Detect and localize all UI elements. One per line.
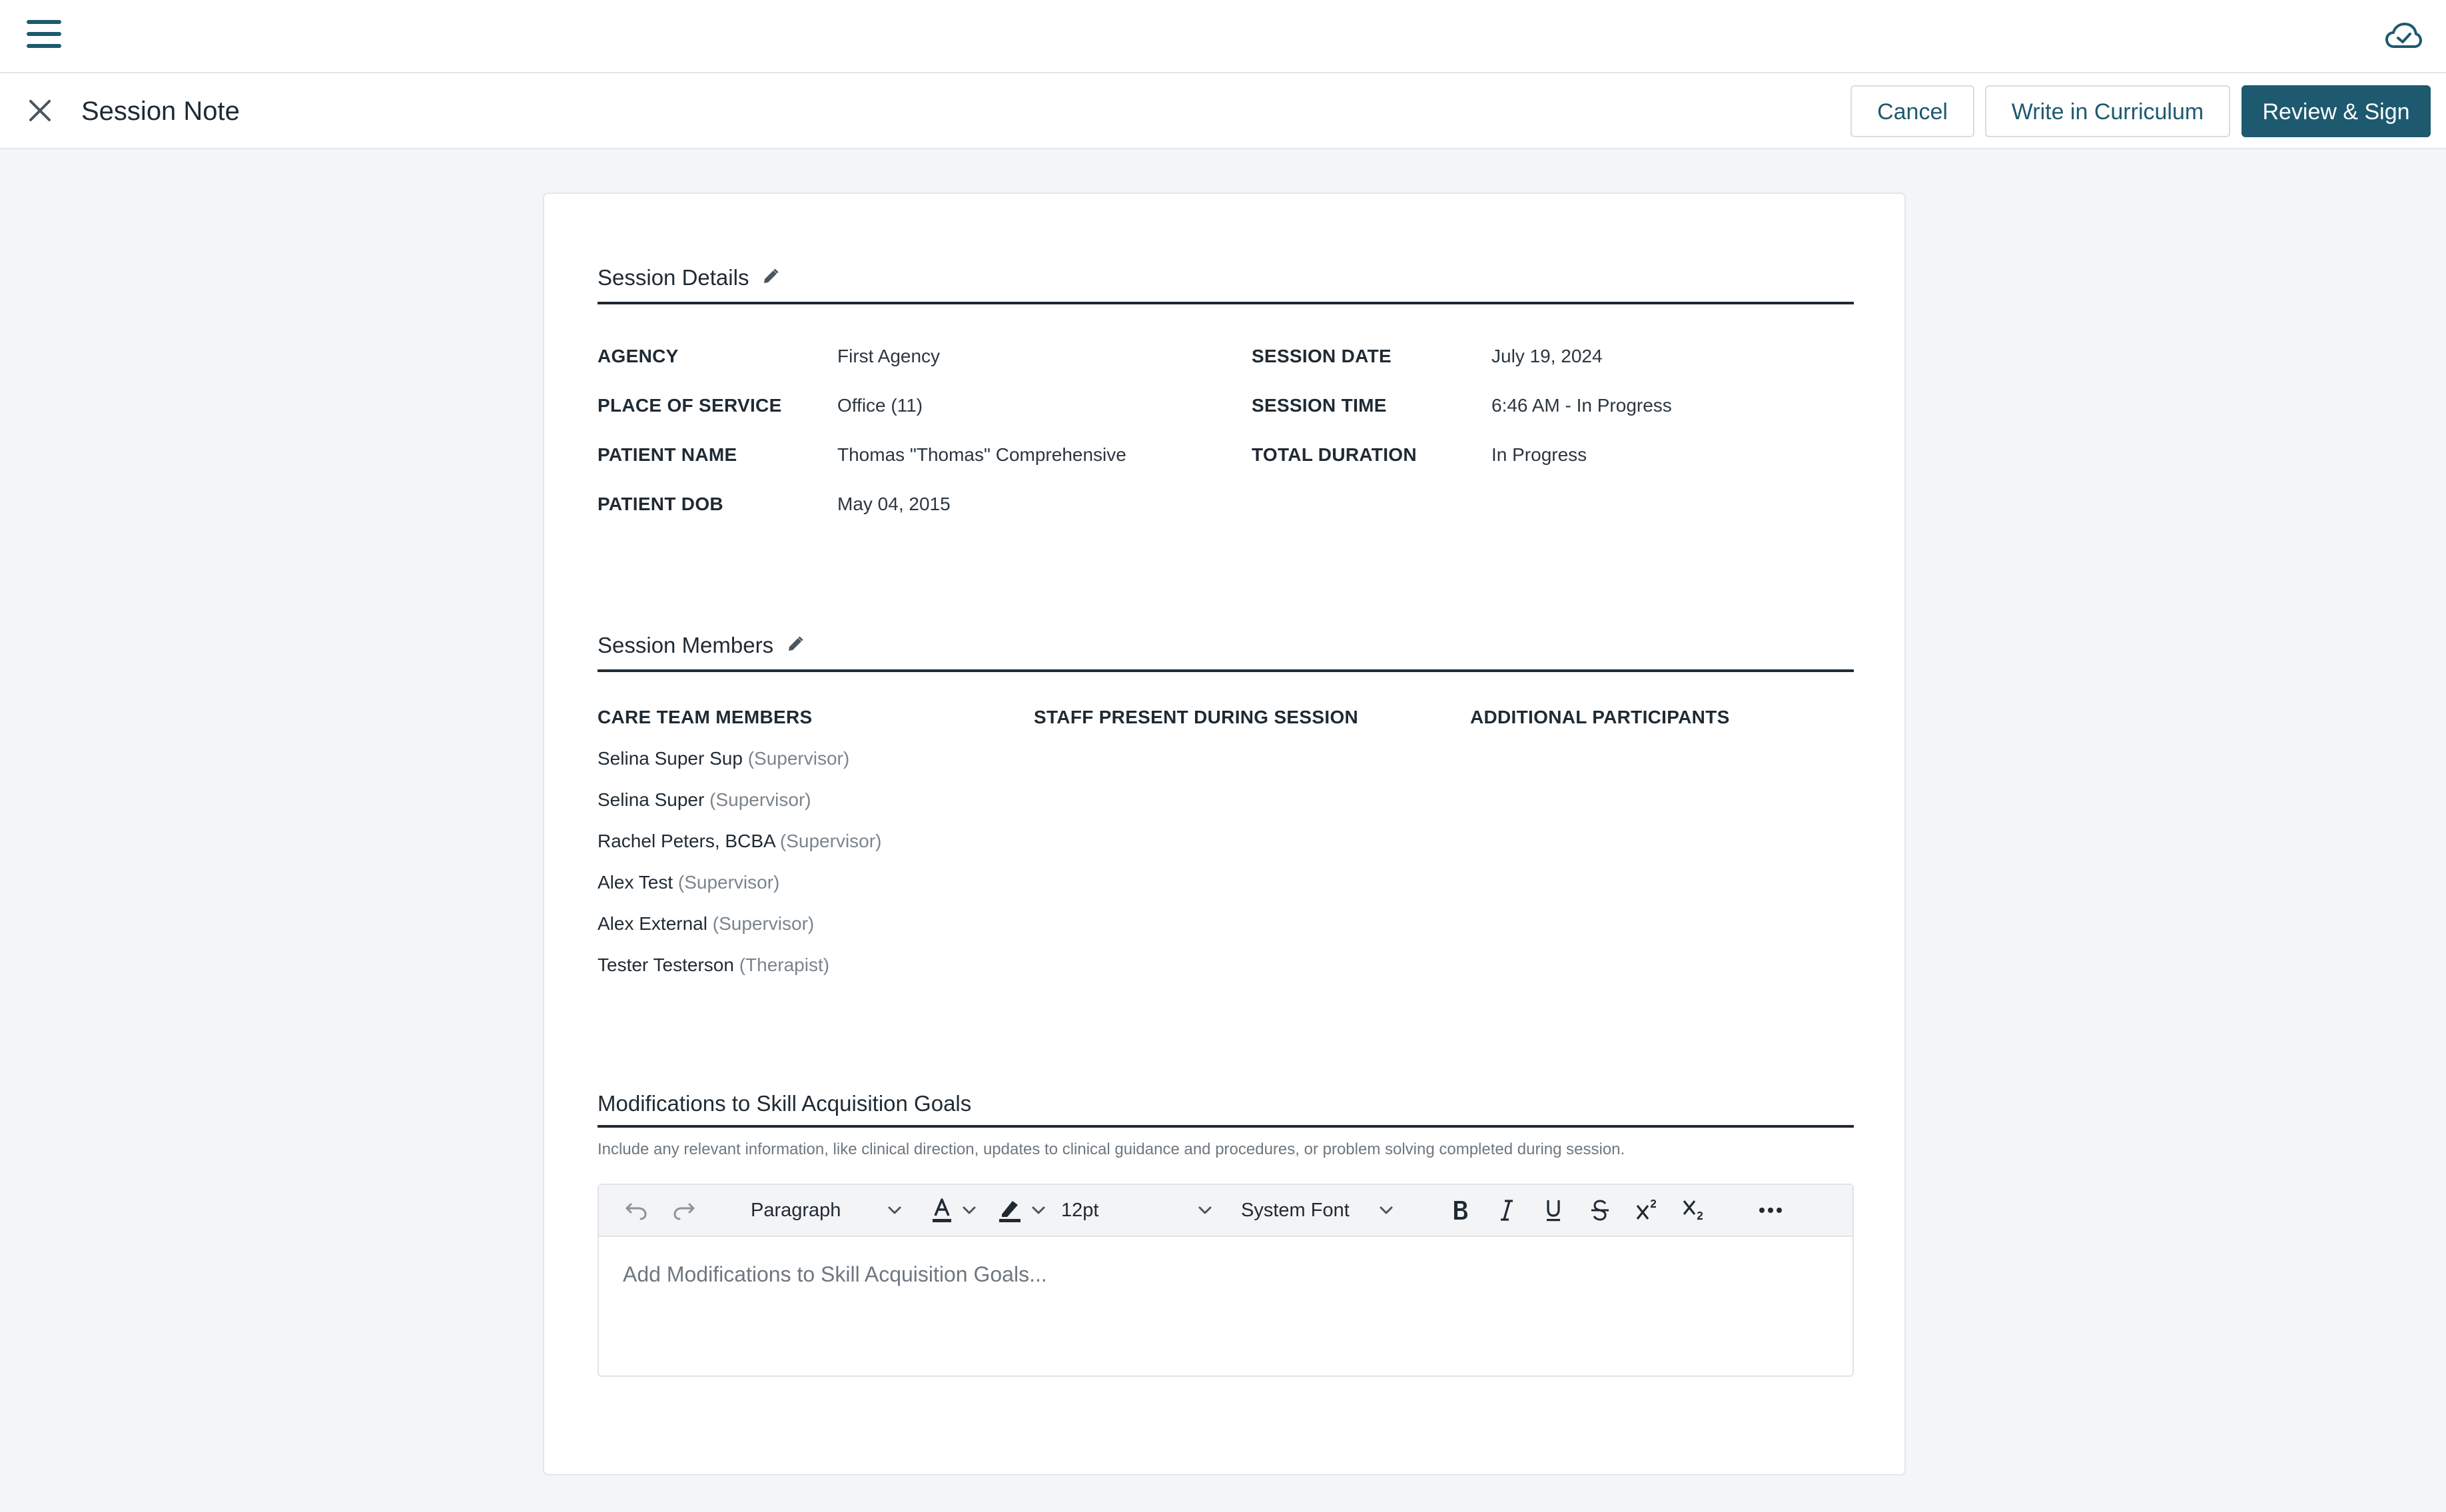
section-divider	[598, 1125, 1854, 1128]
chevron-down-icon[interactable]	[961, 1204, 977, 1217]
font-family-select[interactable]: System Font	[1241, 1199, 1350, 1221]
session-details-title: Session Details	[598, 265, 749, 290]
subscript-icon[interactable]	[1677, 1185, 1713, 1236]
total-duration-value: In Progress	[1491, 444, 1587, 465]
pencil-icon[interactable]	[787, 635, 804, 653]
cloud-sync-icon[interactable]	[2385, 21, 2422, 51]
section-divider	[598, 669, 1854, 672]
agency-value: First Agency	[837, 346, 941, 366]
highlight-color-icon[interactable]	[992, 1185, 1028, 1236]
pencil-icon[interactable]	[762, 268, 779, 285]
chevron-down-icon[interactable]	[1378, 1204, 1394, 1217]
member-name: Alex External	[598, 913, 707, 934]
chevron-down-icon[interactable]	[887, 1204, 903, 1217]
staff-present-header: STAFF PRESENT DURING SESSION	[1034, 707, 1359, 727]
rich-text-editor[interactable]	[598, 1184, 1854, 1377]
editor-placeholder[interactable]: Add Modifications to Skill Acquisition Goals...	[623, 1262, 1047, 1286]
patient-name-label: PATIENT NAME	[598, 444, 737, 465]
member-role: (Supervisor)	[709, 789, 811, 810]
list-item	[598, 745, 849, 772]
modifications-heading: Modifications to Skill Acquisition Goals	[598, 1091, 972, 1116]
list-item	[598, 828, 881, 855]
total-duration-label: TOTAL DURATION	[1252, 444, 1417, 465]
section-divider	[598, 302, 1854, 304]
session-time-label: SESSION TIME	[1252, 395, 1387, 416]
member-name: Rachel Peters, BCBA	[598, 831, 775, 851]
session-note-card	[543, 192, 1906, 1475]
patient-dob-label: PATIENT DOB	[598, 494, 723, 514]
chevron-down-icon[interactable]	[1030, 1204, 1046, 1217]
review-sign-button[interactable]: Review & Sign	[2242, 85, 2431, 137]
session-time-value: 6:46 AM - In Progress	[1491, 395, 1672, 416]
cancel-button[interactable]: Cancel	[1850, 85, 1974, 137]
place-of-service-value: Office (11)	[837, 395, 923, 416]
list-item	[598, 952, 829, 978]
font-size-select[interactable]: 12pt	[1061, 1199, 1099, 1221]
place-of-service-label: PLACE OF SERVICE	[598, 395, 782, 416]
session-members-heading	[598, 631, 804, 660]
page-title: Session Note	[81, 97, 240, 126]
page-header	[0, 73, 2446, 149]
patient-name-value: Thomas "Thomas" Comprehensive	[837, 444, 1126, 465]
session-details-heading	[598, 263, 779, 292]
member-role: (Supervisor)	[779, 831, 882, 851]
additional-participants-header: ADDITIONAL PARTICIPANTS	[1470, 707, 1730, 727]
hamburger-menu-icon[interactable]	[27, 20, 61, 52]
member-role: (Supervisor)	[677, 872, 780, 893]
agency-label: AGENCY	[598, 346, 679, 366]
member-role: (Therapist)	[739, 954, 830, 975]
close-icon[interactable]	[27, 97, 53, 124]
modifications-hint: Include any relevant information, like clinical direction, updates to clinical guidance and procedures, or problem solving completed during session.	[598, 1140, 1625, 1158]
care-team-members-header: CARE TEAM MEMBERS	[598, 707, 813, 727]
editor-toolbar	[599, 1185, 1852, 1237]
member-role: (Supervisor)	[747, 748, 850, 769]
list-item	[598, 911, 814, 937]
list-item	[598, 787, 811, 813]
session-date-value: July 19, 2024	[1491, 346, 1603, 366]
strikethrough-icon[interactable]	[1583, 1185, 1617, 1236]
undo-icon[interactable]	[619, 1185, 653, 1236]
bold-icon[interactable]	[1443, 1185, 1477, 1236]
member-name: Tester Testerson	[598, 954, 734, 975]
member-name: Selina Super	[598, 789, 705, 810]
member-role: (Supervisor)	[712, 913, 815, 934]
chevron-down-icon[interactable]	[1197, 1204, 1213, 1217]
more-options-icon[interactable]	[1753, 1185, 1789, 1236]
patient-dob-value: May 04, 2015	[837, 494, 951, 514]
list-item	[598, 869, 779, 896]
member-name: Alex Test	[598, 872, 673, 893]
member-name: Selina Super Sup	[598, 748, 743, 769]
session-date-label: SESSION DATE	[1252, 346, 1392, 366]
top-bar	[0, 0, 2446, 73]
write-in-curriculum-button[interactable]: Write in Curriculum	[1985, 85, 2230, 137]
session-members-title: Session Members	[598, 633, 774, 657]
text-color-icon[interactable]	[925, 1185, 959, 1236]
block-format-select[interactable]: Paragraph	[751, 1199, 841, 1221]
underline-icon[interactable]	[1537, 1185, 1570, 1236]
superscript-icon[interactable]	[1630, 1185, 1666, 1236]
redo-icon[interactable]	[667, 1185, 701, 1236]
italic-icon[interactable]	[1490, 1185, 1523, 1236]
